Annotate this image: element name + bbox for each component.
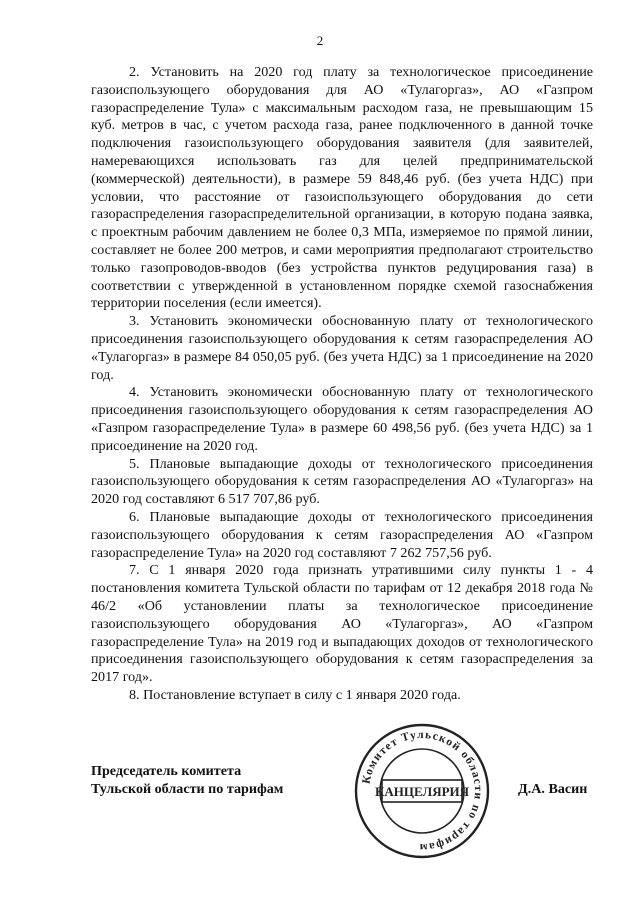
office-seal-stamp (352, 721, 492, 861)
paragraph-2: 2. Установить на 2020 год плату за технологическое присоединение газоиспользующего оборудования для АО «Тулагоргаз», АО «Газпром газораспределение Тула» с максимальным расходом газа, не превышающим 15 куб. метров в час, с учетом расхода газа, ранее подключенного в данной точке подключения газоиспользующего оборудования заявителя (для заявителей, намеревающихся использовать газ для целей предпринимательской (коммерческой) деятельности), в размере 59 848,46 руб. (без учета НДС) при условии, что расстояние от газоиспользующего оборудования до сети газораспределения газораспределительной организации, в которую подана заявка, с проектным рабочим давлением не более 0,3 МПа, измеряемое по прямой линии, составляет не более 200 метров, и сами мероприятия предполагают строительство только газопроводов-вводов (без устройства пунктов редуцирования газа) в соответствии с утвержденной в установленном порядке схемой газоснабжения территории поселения (если имеется). (91, 64, 593, 312)
seal-ring-text: Комитет Тульской области по тарифам (360, 728, 485, 854)
seal-center-text: КАНЦЕЛЯРИЯ (374, 784, 470, 799)
signatory-title-line2: Тульской области по тарифам (91, 781, 284, 797)
page-number: 2 (316, 33, 324, 48)
signatory-name: Д.А. Васин (518, 781, 588, 797)
paragraph-6: 6. Плановые выпадающие доходы от технологического присоединения газоиспользующего оборудования к сетям газораспределения АО «Газпром газораспределение Тула» на 2020 год составляют 7 262 757,56 руб. (91, 508, 593, 561)
paragraph-8: 8. Постановление вступает в силу с 1 января 2020 года. (129, 686, 461, 703)
paragraph-5: 5. Плановые выпадающие доходы от технологического присоединения газоиспользующего оборудования к сетям газораспределения АО «Тулагоргаз» на 2020 год составляют 6 517 707,86 руб. (91, 455, 593, 508)
paragraph-7: 7. С 1 января 2020 года признать утратившими силу пункты 1 - 4 постановления комитета Тульской области по тарифам от 12 декабря 2018 года № 46/2 «Об установлении платы за технологическое присоединение газоиспользующего оборудования АО «Тулагоргаз», АО «Газпром газораспределение Тула» на 2019 год и выпадающих доходов от технологического присоединения газоиспользующего оборудования к сетям газораспределения за 2017 год». (91, 562, 593, 686)
document-body (91, 64, 593, 705)
signatory-title-line1: Председатель комитета (91, 763, 242, 779)
paragraph-3: 3. Установить экономически обоснованную плату от технологического присоединения газоиспользующего оборудования к сетям газораспределения АО «Тулагоргаз» в размере 84 050,05 руб. (без учета НДС) за 1 присоединение на 2020 год. (91, 313, 593, 383)
paragraph-4: 4. Установить экономически обоснованную плату от технологического присоединения газоиспользующего оборудования к сетям газораспределения АО «Газпром газораспределение Тула» в размере 60 498,56 руб. (без учета НДС) за 1 присоединение на 2020 год. (91, 384, 593, 454)
signature-block (91, 762, 283, 798)
